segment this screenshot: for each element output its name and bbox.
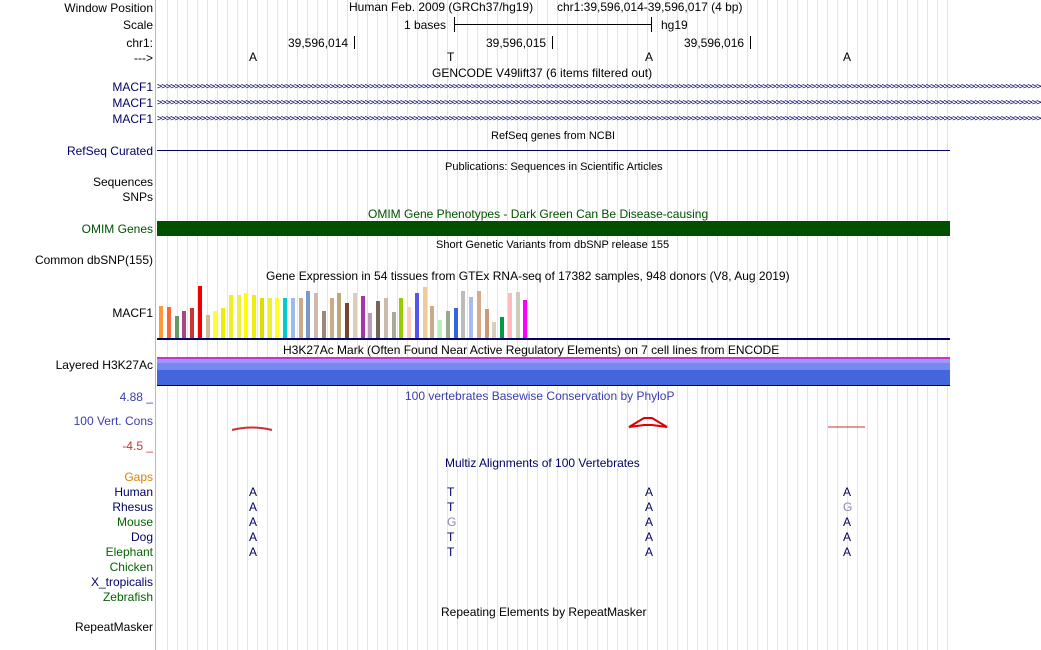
- species-rhesus-label: Rhesus: [112, 500, 153, 514]
- reference-base: A: [249, 50, 258, 64]
- alignment-base: A: [843, 545, 852, 559]
- scale-text: 1 bases: [404, 18, 447, 32]
- snps-label[interactable]: SNPs: [122, 190, 153, 204]
- gtex-tissue-bar[interactable]: [299, 298, 303, 338]
- reference-base: A: [645, 50, 654, 64]
- gtex-tissue-bar[interactable]: [198, 286, 202, 338]
- refseq-curated-label[interactable]: RefSeq Curated: [66, 144, 153, 158]
- gtex-tissue-bar[interactable]: [430, 306, 434, 338]
- gtex-tissue-bar[interactable]: [353, 293, 357, 338]
- gtex-tissue-bar[interactable]: [167, 307, 171, 338]
- gencode-track-title[interactable]: GENCODE V49lift37 (6 items filtered out): [432, 66, 653, 80]
- omim-gene-bar[interactable]: [157, 221, 950, 236]
- coord-tick: [552, 36, 553, 49]
- gtex-bar-graph[interactable]: [157, 284, 537, 338]
- gtex-tissue-bar[interactable]: [446, 311, 450, 338]
- gtex-tissue-bar[interactable]: [384, 298, 388, 338]
- gtex-tissue-bar[interactable]: [485, 309, 489, 338]
- gtex-tissue-bar[interactable]: [244, 293, 248, 338]
- repeatmasker-track-title[interactable]: Repeating Elements by RepeatMasker: [441, 605, 647, 619]
- gtex-tissue-bar[interactable]: [237, 295, 241, 338]
- alignment-base: T: [447, 500, 455, 514]
- gtex-tissue-bar[interactable]: [175, 316, 179, 338]
- phylop-max-label: 4.88 _: [119, 390, 153, 404]
- gencode-gene-label[interactable]: MACF1: [112, 80, 153, 94]
- alignment-base: A: [843, 530, 852, 544]
- phylop-track-title[interactable]: 100 vertebrates Basewise Conservation by PhyloP: [405, 389, 675, 403]
- gtex-tissue-bar[interactable]: [438, 320, 442, 338]
- alignment-base: A: [249, 545, 258, 559]
- gtex-tissue-bar[interactable]: [392, 312, 396, 338]
- gtex-tissue-bar[interactable]: [283, 298, 287, 338]
- gtex-tissue-bar[interactable]: [454, 308, 458, 338]
- label-column-divider: [155, 0, 156, 650]
- species-mouse-label: Mouse: [116, 515, 153, 529]
- gtex-tissue-bar[interactable]: [345, 303, 349, 338]
- track-label-column: [0, 0, 155, 650]
- refseq-track-title[interactable]: RefSeq genes from NCBI: [491, 130, 616, 142]
- gtex-baseline: [157, 338, 950, 340]
- gtex-tissue-bar[interactable]: [376, 301, 380, 338]
- gencode-gene-label[interactable]: MACF1: [112, 112, 153, 126]
- sequences-label[interactable]: Sequences: [92, 175, 153, 189]
- gtex-tissue-bar[interactable]: [523, 300, 527, 338]
- alignment-base: A: [645, 485, 654, 499]
- coord-tick: [750, 36, 751, 49]
- chrom-label: chr1:: [126, 36, 153, 50]
- alignment-base: G: [447, 515, 457, 529]
- phylop-track-label[interactable]: 100 Vert. Cons: [73, 414, 153, 428]
- species-dog-label: Dog: [130, 530, 153, 544]
- phylop-min-label: -4.5 _: [122, 439, 153, 453]
- gtex-tissue-bar[interactable]: [306, 291, 310, 338]
- gtex-tissue-bar[interactable]: [213, 311, 217, 338]
- alignment-base: T: [447, 485, 455, 499]
- gtex-tissue-bar[interactable]: [469, 297, 473, 338]
- alignment-base: T: [447, 545, 455, 559]
- gencode-gene-label[interactable]: MACF1: [112, 96, 153, 110]
- gaps-label: Gaps: [124, 470, 153, 484]
- gtex-tissue-bar[interactable]: [275, 298, 279, 338]
- gtex-track-title[interactable]: Gene Expression in 54 tissues from GTEx RNA-seq of 17382 samples, 948 donors (V8, Aug 2019): [266, 269, 790, 283]
- refseq-transcript[interactable]: [157, 150, 950, 151]
- gtex-tissue-bar[interactable]: [415, 293, 419, 338]
- reference-base: T: [447, 50, 455, 64]
- gtex-tissue-bar[interactable]: [221, 308, 225, 338]
- species-zebrafish-label: Zebrafish: [102, 590, 153, 604]
- gtex-tissue-bar[interactable]: [477, 291, 481, 338]
- gtex-tissue-bar[interactable]: [492, 322, 496, 338]
- alignment-base: G: [843, 500, 853, 514]
- gtex-tissue-bar[interactable]: [461, 291, 465, 338]
- gtex-tissue-bar[interactable]: [268, 298, 272, 338]
- dbsnp-track-title[interactable]: Short Genetic Variants from dbSNP release 155: [436, 239, 670, 251]
- strand-arrow-label: --->: [134, 51, 153, 65]
- gencode-transcript[interactable]: >>>>>>>>>>>>>>>>>>>>>>>>>>>>>>>>>>>>>>>>>>>>>>>>>>>>>>>>>>>>>>>>>>>>>>>>>>>>>>>>>>>>>>>>>>>>>>>>>>>>>>>>>>>>>>>>>>>>>>>>>>>>>>>>>>>>>>>>>>>>>>>>>>>>>>>>>>>>>>>>>>>>>>>>>>>>>>>>>>>>>>>>>>>>>>>>>>>>>>>>: [157, 98, 1041, 108]
- gtex-tissue-bar[interactable]: [508, 293, 512, 338]
- alignment-base: A: [249, 500, 258, 514]
- window-position-label: Window Position: [64, 1, 153, 15]
- omim-track-title[interactable]: OMIM Gene Phenotypes - Dark Green Can Be Disease-causing: [368, 207, 709, 221]
- alignment-base: A: [249, 485, 258, 499]
- alignment-base: A: [843, 515, 852, 529]
- species-human-label: Human: [114, 485, 153, 499]
- alignment-base: A: [249, 530, 258, 544]
- gtex-gene-label[interactable]: MACF1: [112, 306, 153, 320]
- coord-tick-label: 39,596,016: [684, 36, 745, 50]
- h3k27ac-label[interactable]: Layered H3K27Ac: [55, 358, 153, 372]
- gtex-tissue-bar[interactable]: [260, 298, 264, 338]
- gtex-tissue-bar[interactable]: [500, 317, 504, 338]
- gtex-tissue-bar[interactable]: [516, 292, 520, 338]
- species-elephant-label: Elephant: [105, 545, 153, 559]
- reference-base: A: [843, 50, 852, 64]
- omim-genes-label[interactable]: OMIM Genes: [81, 222, 153, 236]
- gtex-tissue-bar[interactable]: [182, 311, 186, 338]
- gtex-tissue-bar[interactable]: [399, 298, 403, 338]
- gtex-tissue-bar[interactable]: [423, 287, 427, 338]
- dbsnp-label[interactable]: Common dbSNP(155): [34, 253, 153, 267]
- gtex-tissue-bar[interactable]: [206, 315, 210, 338]
- gtex-tissue-bar[interactable]: [322, 311, 326, 338]
- coord-tick: [354, 36, 355, 49]
- publications-track-title[interactable]: Publications: Sequences in Scientific Articles: [445, 161, 663, 173]
- alignment-base: A: [249, 515, 258, 529]
- alignment-base: T: [447, 530, 455, 544]
- coord-tick-label: 39,596,015: [486, 36, 547, 50]
- gtex-tissue-bar[interactable]: [314, 293, 318, 338]
- position-readout: chr1:39,596,014-39,596,017 (4 bp): [557, 0, 743, 14]
- alignment-base: A: [645, 545, 654, 559]
- assembly-title: Human Feb. 2009 (GRCh37/hg19): [349, 0, 534, 14]
- alignment-base: A: [645, 515, 654, 529]
- gtex-tissue-bar[interactable]: [190, 308, 194, 338]
- alignment-base: A: [645, 500, 654, 514]
- alignment-base: A: [843, 485, 852, 499]
- gtex-tissue-bar[interactable]: [252, 295, 256, 338]
- gtex-tissue-bar[interactable]: [361, 296, 365, 338]
- gtex-tissue-bar[interactable]: [229, 295, 233, 338]
- gtex-tissue-bar[interactable]: [159, 306, 163, 338]
- gtex-tissue-bar[interactable]: [368, 313, 372, 338]
- gtex-tissue-bar[interactable]: [407, 307, 411, 338]
- scale-db: hg19: [661, 18, 688, 32]
- scale-label: Scale: [122, 18, 153, 32]
- gencode-transcript[interactable]: >>>>>>>>>>>>>>>>>>>>>>>>>>>>>>>>>>>>>>>>>>>>>>>>>>>>>>>>>>>>>>>>>>>>>>>>>>>>>>>>>>>>>>>>>>>>>>>>>>>>>>>>>>>>>>>>>>>>>>>>>>>>>>>>>>>>>>>>>>>>>>>>>>>>>>>>>>>>>>>>>>>>>>>>>>>>>>>>>>>>>>>>>>>>>>>>>>>>>>>>: [157, 82, 1041, 92]
- repeatmasker-label[interactable]: RepeatMasker: [74, 620, 153, 634]
- gtex-tissue-bar[interactable]: [337, 293, 341, 338]
- gencode-transcript[interactable]: >>>>>>>>>>>>>>>>>>>>>>>>>>>>>>>>>>>>>>>>>>>>>>>>>>>>>>>>>>>>>>>>>>>>>>>>>>>>>>>>>>>>>>>>>>>>>>>>>>>>>>>>>>>>>>>>>>>>>>>>>>>>>>>>>>>>>>>>>>>>>>>>>>>>>>>>>>>>>>>>>>>>>>>>>>>>>>>>>>>>>>>>>>>>>>>>>>>>>>>>: [157, 114, 1041, 124]
- alignment-base: A: [645, 530, 654, 544]
- h3k27ac-track-title[interactable]: H3K27Ac Mark (Often Found Near Active Regulatory Elements) on 7 cell lines from ENCODE: [283, 343, 780, 357]
- multiz-track-title[interactable]: Multiz Alignments of 100 Vertebrates: [445, 456, 640, 470]
- species-xtropicalis-label: X_tropicalis: [90, 575, 153, 589]
- gtex-tissue-bar[interactable]: [330, 298, 334, 338]
- species-chicken-label: Chicken: [109, 560, 153, 574]
- phylop-signal[interactable]: [157, 410, 950, 435]
- gtex-tissue-bar[interactable]: [291, 298, 295, 338]
- coord-tick-label: 39,596,014: [288, 36, 349, 50]
